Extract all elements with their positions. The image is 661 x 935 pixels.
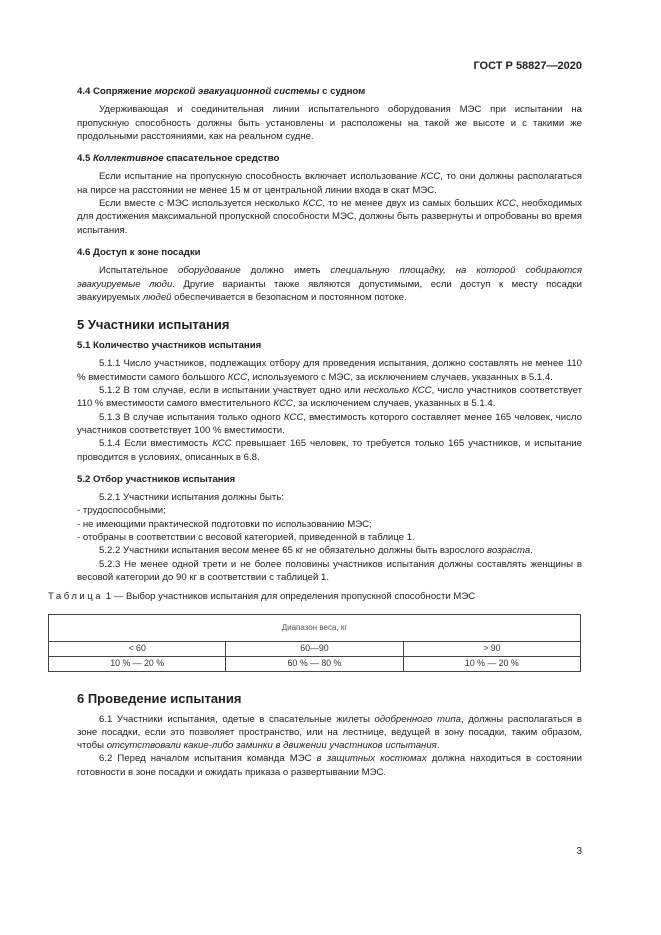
heading-text: 4.4 Сопряжение xyxy=(77,86,155,97)
paragraph-5-1-3: 5.1.3 В случае испытания только одного КСС, вместимость которого составляет менее 165 человек, число участников соответствует 100 % вместимости. xyxy=(77,411,582,436)
paragraph-4-5-2: Если вместе с МЭС используется несколько КСС, то не менее двух из самых больших КСС, необходимых для достижения максимальной пропускной способности МЭС, должны быть развернуты и опробованы во время испытания. xyxy=(77,198,582,236)
table-cell: 10 % — 20 % xyxy=(403,656,580,671)
table-caption-word: Таблица xyxy=(48,591,104,603)
heading-4-6: 4.6 Доступ к зоне посадки xyxy=(77,246,201,258)
table-cell: < 60 xyxy=(49,641,226,656)
table-row xyxy=(49,656,581,671)
section-6-title: 6 Проведение испытания xyxy=(77,690,242,706)
paragraph-5-2-1: 5.2.1 Участники испытания должны быть: xyxy=(99,492,284,504)
standard-number: ГОСТ Р 58827—2020 xyxy=(473,60,582,72)
paragraph-5-1-2: 5.1.2 В том случае, если в испытании участвует одно или несколько КСС, число участников соответствует 110 % вместимости самого вместительного КСС, за исключением случаев, указанных в 5.1.4. xyxy=(77,385,583,410)
weight-table xyxy=(48,614,581,672)
list-item: - не имеющими практической подготовки по использованию МЭС; xyxy=(77,518,372,530)
table-caption-text: 1 — Выбор участников испытания для определения пропускной способности МЭС xyxy=(103,591,476,603)
page-number: 3 xyxy=(576,846,582,857)
heading-text: с судном xyxy=(319,86,366,97)
heading-4-5 xyxy=(77,152,582,165)
paragraph-4-5-1: Если испытание на пропускную способность включает использование КСС, то они должны располагаться на пирсе на расстоянии не менее 15 м от центральной линии входа в скат МЭС. xyxy=(77,171,582,196)
paragraph-5-1-4: 5.1.4 Если вместимость КСС превышает 165 человек, то требуется только 165 участников, и испытание проводится в условиях, описанных в 6.8. xyxy=(77,438,582,463)
table-cell: 10 % — 20 % xyxy=(49,656,226,671)
heading-text: 4.5 xyxy=(77,153,94,165)
table-cell: 60—90 xyxy=(226,641,403,656)
paragraph-5-2-2: 5.2.2 Участники испытания весом менее 65 кг не обязательно должны быть взрослого возраста. xyxy=(99,545,533,557)
heading-4-4 xyxy=(77,85,582,98)
section-5-title: 5 Участники испытания xyxy=(77,317,230,333)
paragraph-5-1-1: 5.1.1 Число участников, подлежащих отбору для проведения испытания, должно составлять не менее 110 % вместимости самого большого КСС, используемого с МЭС, за исключением случаев, указанных в 5.1.4. xyxy=(77,358,582,383)
heading-italic: морской эвакуационной системы xyxy=(154,86,320,97)
list-item: - отобраны в соответствии с весовой категорией, приведенной в таблице 1. xyxy=(77,532,415,544)
paragraph-6-1: 6.1 Участники испытания, одетые в спасательные жилеты одобренного типа, должны располагаться в зоне посадки, если это позволяет пространство, или на лестнице, ведущей в зону посадки, таким образом, чтобы отсутствовали какие-либо заминки в движении участников испытания. xyxy=(77,713,582,752)
document-body xyxy=(48,85,583,779)
heading-italic: Коллективное xyxy=(93,153,164,165)
heading-5-2: 5.2 Отбор участников испытания xyxy=(77,473,236,485)
heading-text: спасательное средство xyxy=(163,153,280,165)
table-row xyxy=(49,641,581,656)
paragraph-6-2: 6.2 Перед началом испытания команда МЭС в защитных костюмах должна находиться в состоянии готовности в зоне посадки и ожидать приказа о развертывании МЭС. xyxy=(77,753,582,778)
table-header: Диапазон веса, кг xyxy=(49,614,581,641)
paragraph-4-4: Удерживающая и соединительная линии испытательного оборудования МЭС при испытании на пропускную способность должны быть установлены и расположены на такой же высоте и с такими же продольными расстояниями, как на реальном судне. xyxy=(77,104,582,142)
paragraph-5-2-3: 5.2.3 Не менее одной трети и не более половины участников испытания должны составлять женщины в весовой категории до 90 кг в соответствии с таблицей 1. xyxy=(77,558,582,583)
paragraph-4-6: Испытательное оборудование должно иметь специальную площадку, на которой собираются эвакуируемые люди. Другие варианты также являются допустимыми, если доступ к месту посадки эвакуируемых людей обеспечивается в безопасном и постоянном потоке. xyxy=(77,265,582,303)
table-cell: 60 % — 80 % xyxy=(226,656,403,671)
heading-5-1: 5.1 Количество участников испытания xyxy=(77,340,262,352)
table-caption xyxy=(48,590,582,603)
list-item: - трудоспособными; xyxy=(77,505,166,517)
table-cell: > 90 xyxy=(403,641,580,656)
